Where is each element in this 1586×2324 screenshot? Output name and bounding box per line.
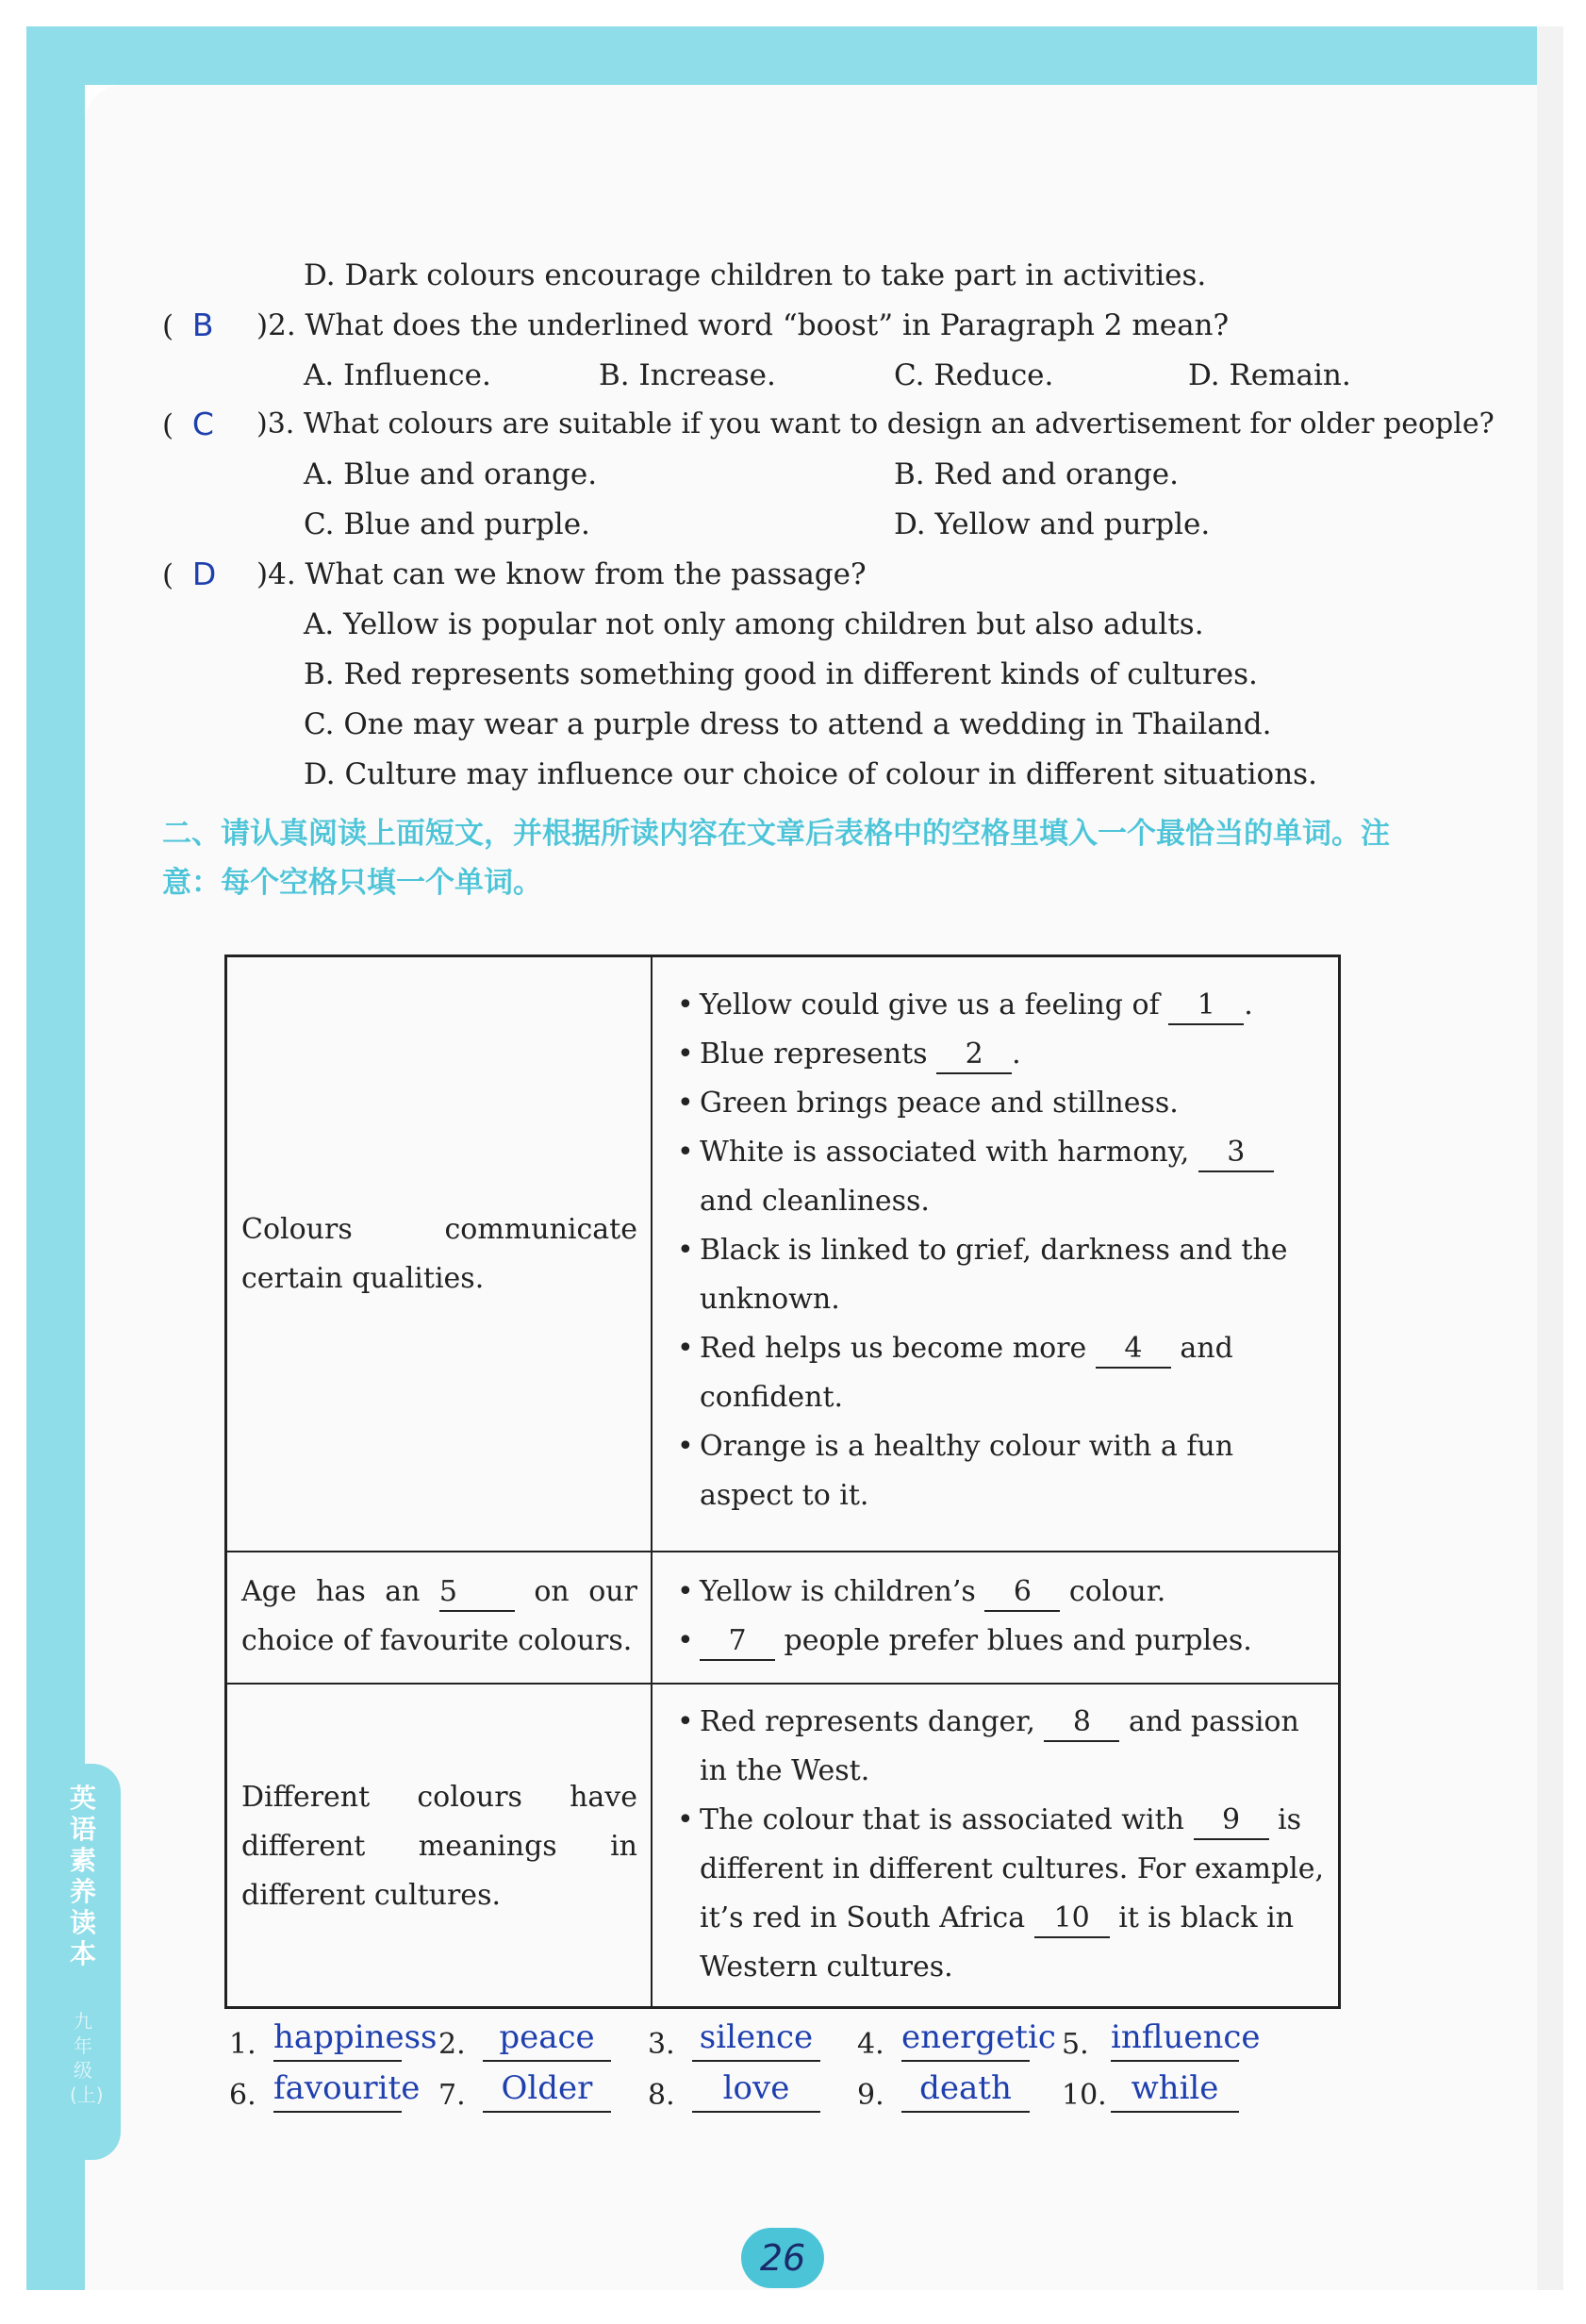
- q2-option-d: D. Remain.: [1188, 358, 1351, 392]
- row3-right-cell: [671, 1698, 1327, 1992]
- row3-bullet-2: • The colour that is associated with 9 is different in different cultures. For example, it’s red in South Africa 10 it is black in Western cultures.: [671, 1796, 1327, 1992]
- row1-bullet-4: • White is associated with harmony, 3 and cleanliness.: [671, 1128, 1327, 1226]
- q3-answer-bracket: ( C: [162, 406, 214, 442]
- q3-option-a: A. Blue and orange.: [304, 457, 598, 491]
- q3-option-b: B. Red and orange.: [894, 457, 1179, 491]
- answer-6: favourite: [273, 2066, 402, 2113]
- q1-option-d: D. Dark colours encourage children to take part in activities.: [304, 258, 1207, 292]
- blank-8: 8: [1044, 1704, 1119, 1742]
- row1-bullet-2: • Blue represents 2 .: [671, 1030, 1327, 1079]
- q4-option-c: C. One may wear a purple dress to attend a wedding in Thailand.: [304, 707, 1272, 741]
- answer-10: while: [1111, 2066, 1239, 2113]
- q4-option-d: D. Culture may influence our choice of colour in different situations.: [304, 757, 1317, 791]
- q4-option-b: B. Red represents something good in different kinds of cultures.: [304, 657, 1258, 691]
- answer-row-2: 6. favourite 7. Older 8. love 9. death 10. while: [224, 2066, 1356, 2115]
- sidebar-title: 英语素养读本: [69, 1783, 96, 1969]
- q3-option-d: D. Yellow and purple.: [894, 507, 1211, 541]
- row2-right-cell: [671, 1568, 1327, 1666]
- q2-option-b: B. Increase.: [599, 358, 776, 392]
- blank-2: 2: [936, 1037, 1012, 1074]
- top-frame: [26, 26, 1563, 85]
- row1-bullet-7: • Orange is a healthy colour with a fun aspect to it.: [671, 1422, 1327, 1520]
- right-frame: [1537, 26, 1563, 2290]
- answer-2: peace: [483, 2015, 611, 2062]
- answer-9: death: [901, 2066, 1030, 2113]
- answer-row-1: 1. happiness 2. peace 3. silence 4. energetic 5. influence: [224, 2015, 1356, 2064]
- q2-answer: B: [191, 307, 214, 343]
- answer-1: happiness: [273, 2015, 402, 2062]
- blank-5: 5: [439, 1574, 515, 1612]
- row1-bullet-6: • Red helps us become more 4 and confident.: [671, 1324, 1327, 1422]
- blank-9: 9: [1194, 1802, 1269, 1840]
- section-2-title: 二、请认真阅读上面短文，并根据所读内容在文章后表格中的空格里填入一个最恰当的单词。注意：每个空格只填一个单词。: [162, 817, 1390, 900]
- blank-10: 10: [1034, 1901, 1110, 1938]
- q4-answer: D: [191, 556, 217, 592]
- q3-answer: C: [191, 406, 214, 442]
- row3-bullet-1: • Red represents danger, 8 and passion in the West.: [671, 1698, 1327, 1796]
- q2-option-a: A. Influence.: [304, 358, 491, 392]
- q3-stem: )3. What colours are suitable if you want to design an advertisement for older people?: [256, 407, 1495, 440]
- answer-3: silence: [692, 2015, 820, 2062]
- row1-bullet-5: • Black is linked to grief, darkness and the unknown.: [671, 1226, 1327, 1324]
- row3-left-cell: Different colours have different meanings in different cultures.: [241, 1781, 637, 1912]
- row1-left-cell: Colours communicate certain qualities.: [241, 1213, 637, 1295]
- q2-option-c: C. Reduce.: [894, 358, 1054, 392]
- q4-option-a: A. Yellow is popular not only among children but also adults.: [304, 607, 1204, 641]
- answer-5: influence: [1111, 2015, 1239, 2062]
- row2-bullet-1: • Yellow is children’s 6 colour.: [671, 1568, 1327, 1617]
- q2-answer-bracket: ( B: [162, 307, 214, 343]
- q3-option-c: C. Blue and purple.: [304, 507, 590, 541]
- blank-6: 6: [984, 1574, 1060, 1612]
- blank-3: 3: [1198, 1135, 1274, 1172]
- answer-7: Older: [483, 2066, 611, 2113]
- row2-bullet-2: • 7 people prefer blues and purples.: [671, 1617, 1327, 1666]
- row1-bullet-3: • Green brings peace and stillness.: [671, 1079, 1327, 1128]
- table-row-divider-1: [224, 1551, 1341, 1552]
- row2-left-cell: Age has an 5 on our choice of favourite colours.: [241, 1575, 637, 1657]
- q4-answer-bracket: ( D: [162, 556, 217, 592]
- q2-stem: )2. What does the underlined word “boost” in Paragraph 2 mean?: [256, 308, 1230, 342]
- blank-7: 7: [700, 1623, 775, 1661]
- page-number: 26: [741, 2228, 824, 2288]
- q4-stem: )4. What can we know from the passage?: [256, 557, 867, 591]
- table-column-divider: [651, 954, 653, 2009]
- blank-4: 4: [1096, 1331, 1171, 1369]
- table-row-divider-2: [224, 1683, 1341, 1685]
- sidebar-subtitle: 九年级(上): [70, 2010, 104, 2106]
- row1-bullet-1: • Yellow could give us a feeling of 1 .: [671, 981, 1327, 1030]
- row1-right-cell: [671, 981, 1327, 1520]
- blank-1: 1: [1168, 988, 1244, 1025]
- answer-4: energetic: [901, 2015, 1030, 2062]
- answer-8: love: [692, 2066, 820, 2113]
